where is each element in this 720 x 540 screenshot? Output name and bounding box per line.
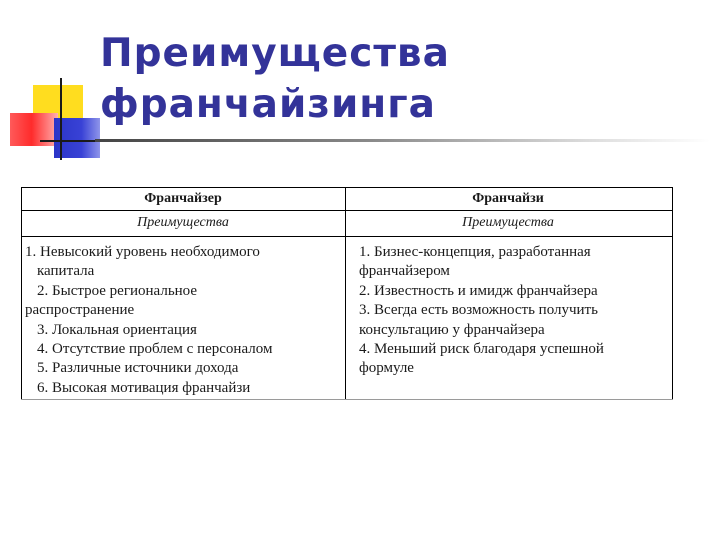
- list-item: 5. Различные источники дохода: [37, 360, 239, 377]
- franchisor-advantages-list: [25, 243, 335, 398]
- table-border-bottom: [21, 399, 673, 400]
- list-item: 1. Бизнес-концепция, разработанная: [359, 244, 591, 260]
- list-item: франчайзером: [359, 263, 450, 280]
- title-divider: [95, 139, 710, 142]
- list-item: 3. Локальная ориентация: [37, 321, 197, 338]
- column-subheader-franchisee: Преимущества: [462, 215, 554, 230]
- vertical-line-decoration: [60, 78, 62, 160]
- list-item: 6. Высокая мотивация франчайзи: [37, 379, 251, 396]
- table-border-row1: [21, 210, 673, 211]
- list-item: распространение: [25, 302, 135, 319]
- column-header-franchisor: Франчайзер: [144, 191, 222, 206]
- slide-title: [100, 28, 450, 130]
- table-border-right: [672, 187, 673, 400]
- table-border-top: [21, 187, 673, 188]
- list-item: 1. Невысокий уровень необходимого: [25, 244, 260, 260]
- list-item: 3. Всегда есть возможность получить: [359, 302, 598, 319]
- list-item: формуле: [359, 360, 414, 377]
- column-header-franchisee: Франчайзи: [472, 191, 544, 206]
- list-item: 4. Меньший риск благодаря успешной: [359, 341, 604, 358]
- list-item: капитала: [37, 263, 95, 280]
- advantages-table: [21, 187, 673, 400]
- title-line-1: Преимущества: [100, 31, 450, 76]
- column-subheader-franchisor: Преимущества: [137, 215, 229, 230]
- list-item: 2. Известность и имидж франчайзера: [359, 282, 598, 299]
- list-item: 4. Отсутствие проблем с персоналом: [37, 341, 273, 358]
- title-line-2: франчайзинга: [100, 82, 436, 127]
- list-item: консультацию у франчайзера: [359, 321, 545, 338]
- franchisee-advantages-list: [359, 243, 664, 379]
- list-item: 2. Быстрое региональное: [37, 282, 198, 299]
- table-border-row2: [21, 236, 673, 237]
